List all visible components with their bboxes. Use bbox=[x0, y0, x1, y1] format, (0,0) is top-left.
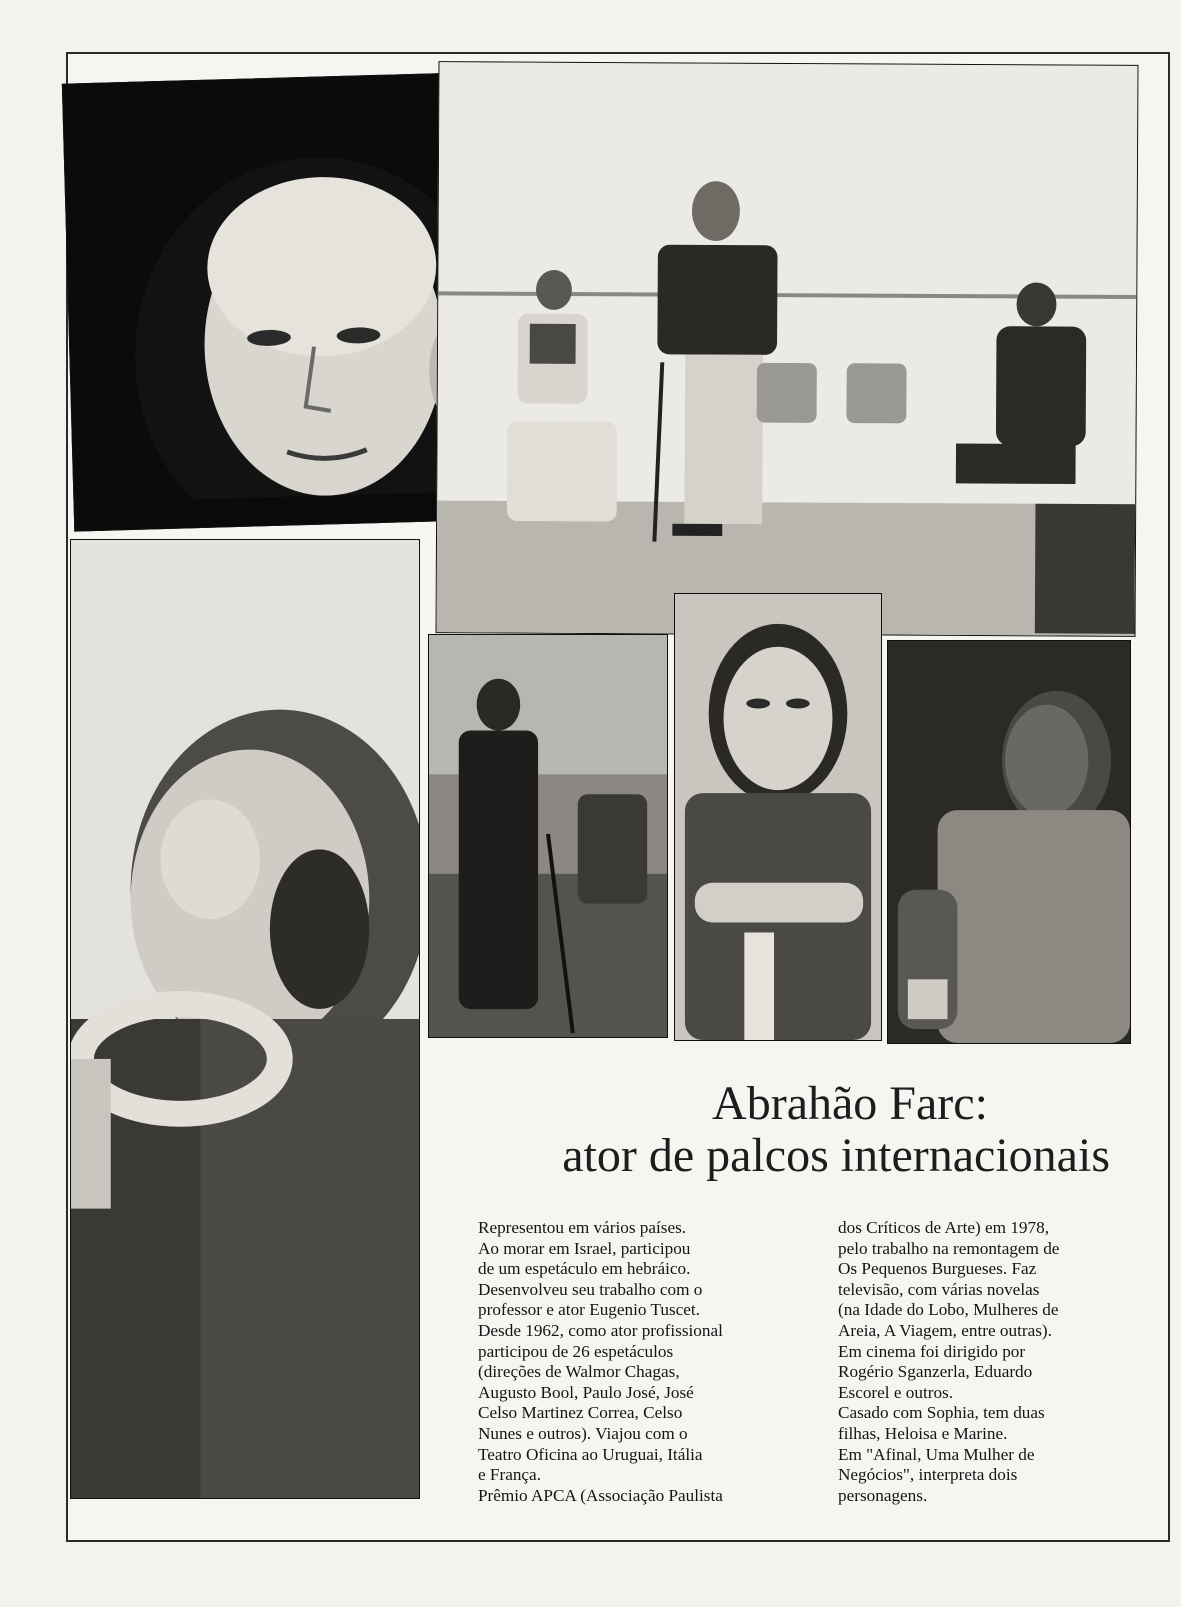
text-line: Augusto Bool, Paulo José, José bbox=[478, 1382, 694, 1402]
text-line: (direções de Walmor Chagas, bbox=[478, 1362, 680, 1382]
body-column-1 bbox=[478, 1218, 808, 1506]
text-line: Desenvolveu seu trabalho com o bbox=[478, 1279, 703, 1299]
text-line: Representou em vários países. bbox=[478, 1218, 687, 1237]
body-column-2 bbox=[838, 1218, 1128, 1506]
portrait-photo-small-3 bbox=[887, 640, 1131, 1044]
text-line: Celso Martinez Correa, Celso bbox=[478, 1403, 683, 1423]
text-line: de um espetáculo em hebráico. bbox=[478, 1259, 691, 1279]
title-line-1: Abrahão Farc: bbox=[712, 1077, 988, 1130]
text-line: Prêmio APCA (Associação Paulista bbox=[478, 1485, 723, 1505]
rehearsal-photo-top-right bbox=[436, 61, 1139, 637]
portrait-photo-small-2 bbox=[674, 593, 882, 1041]
text-line: Em cinema foi dirigido por bbox=[838, 1341, 1026, 1361]
text-line: Ao morar em Israel, participou bbox=[478, 1238, 691, 1258]
text-line: participou de 26 espetáculos bbox=[478, 1341, 674, 1361]
portrait-photo-top-left bbox=[62, 72, 480, 531]
text-line: Teatro Oficina ao Uruguai, Itália bbox=[478, 1444, 703, 1464]
text-line: Desde 1962, como ator profissional bbox=[478, 1320, 723, 1340]
profile-photo-left bbox=[70, 539, 420, 1499]
text-line: Em "Afinal, Uma Mulher de bbox=[838, 1444, 1035, 1464]
rehearsal-photo-small-1 bbox=[428, 634, 668, 1038]
text-line: professor e ator Eugenio Tuscet. bbox=[478, 1300, 700, 1320]
text-line: dos Críticos de Arte) em 1978, bbox=[838, 1218, 1049, 1237]
text-line: filhas, Heloisa e Marine. bbox=[838, 1423, 1008, 1443]
text-line: Rogério Sganzerla, Eduardo bbox=[838, 1362, 1033, 1382]
text-line: pelo trabalho na remontagem de bbox=[838, 1238, 1060, 1258]
text-line: Areia, A Viagem, entre outras). bbox=[838, 1320, 1052, 1340]
text-line: Nunes e outros). Viajou com o bbox=[478, 1423, 688, 1443]
text-line: Os Pequenos Burgueses. Faz bbox=[838, 1259, 1037, 1279]
article-title bbox=[440, 1078, 1140, 1182]
text-line: personagens. bbox=[838, 1485, 928, 1505]
text-line: Casado com Sophia, tem duas bbox=[838, 1403, 1045, 1423]
text-line: e França. bbox=[478, 1465, 541, 1485]
text-line: Negócios", interpreta dois bbox=[838, 1465, 1018, 1485]
title-line-2: ator de palcos internacionais bbox=[562, 1128, 1110, 1182]
text-line: (na Idade do Lobo, Mulheres de bbox=[838, 1300, 1059, 1320]
text-line: Escorel e outros. bbox=[838, 1382, 954, 1402]
text-line: televisão, com várias novelas bbox=[838, 1279, 1040, 1299]
